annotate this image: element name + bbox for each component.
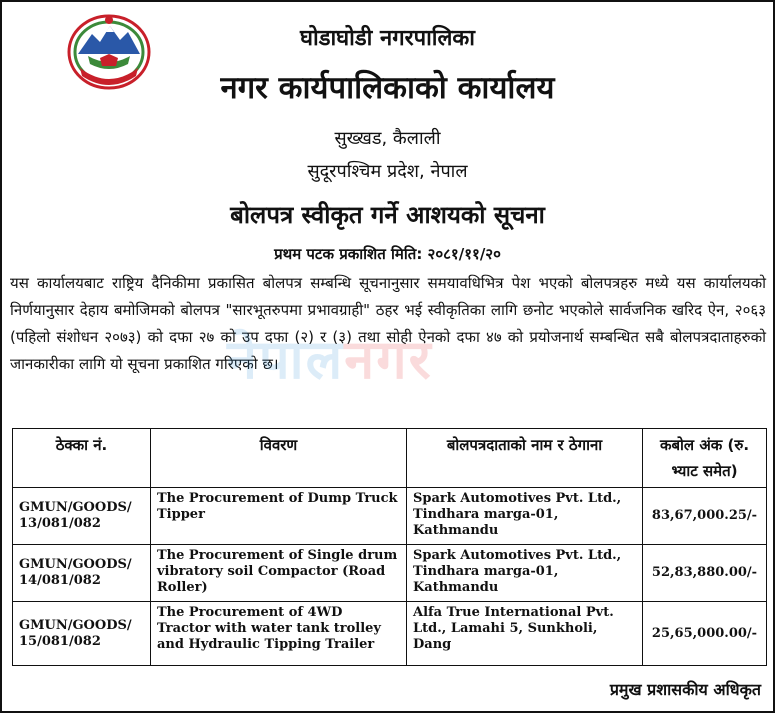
cell-bidder: Spark Automotives Pvt. Ltd., Tindhara marga-01, Kathmandu (407, 545, 643, 602)
cell-amount: 52,83,880.00/- (643, 545, 767, 602)
cell-contract-no: GMUN/GOODS/ 13/081/082 (13, 488, 151, 545)
header-contract-no: ठेक्का नं. (13, 429, 151, 488)
table-row (13, 488, 767, 545)
cell-amount: 83,67,000.25/- (643, 488, 767, 545)
notice-body: यस कार्यालयबाट राष्ट्रिय दैनिकीमा प्रकासित बोलपत्र सम्बन्धि सूचनानुसार समयावधिभित्र पेश भएको बोलपत्रहरु मध्ये यस कार्यालयको निर्णयानुसार देहाय बमोजिमको बोलपत्र "सारभूतरुपमा प्रभावग्राही" ठहर भई स्वीकृतिका लागि छनोट भएकोले सार्वजनिक खरिद ऐन, २०६३ (पहिलो संशोधन २०७३) को दफा २७ को उप दफा (२) र (३) तथा सोही ऐनको दफा ४७ को प्रयोजनार्थ सम्बन्धित सबै बोलपत्रदाताहरुको जानकारीका लागि यो सूचना प्रकाशित गरिएको छ। (10, 274, 766, 373)
cell-bidder: Alfa True International Pvt. Ltd., Lamahi 5, Sunkholi, Dang (407, 602, 643, 666)
cell-description: The Procurement of Single drum vibratory soil Compactor (Road Roller) (151, 545, 407, 602)
municipality-name: घोडाघोडी नगरपालिका (300, 26, 475, 51)
cell-contract-no: GMUN/GOODS/ 14/081/082 (13, 545, 151, 602)
table-row (13, 545, 767, 602)
watermark-part-1: नेपाल (227, 328, 345, 391)
cell-description: The Procurement of 4WD Tractor with water tank trolley and Hydraulic Tipping Trailer (151, 602, 407, 666)
cell-description: The Procurement of Dump Truck Tipper (151, 488, 407, 545)
address-line-2: सुदूरपश्चिम प्रदेश, नेपाल (307, 161, 468, 182)
office-name: नगर कार्यपालिकाको कार्यालय (220, 70, 555, 106)
table-row (13, 602, 767, 666)
signatory-title: प्रमुख प्रशासकीय अधिकृत (609, 680, 761, 699)
address-line-1: सुख्खड, कैलाली (334, 128, 441, 149)
published-date: प्रथम पटक प्रकाशित मिति: २०८१/११/२० (274, 245, 501, 263)
header-description: विवरण (151, 429, 407, 488)
bid-table (12, 428, 767, 666)
watermark-part-2: नगर (344, 328, 433, 391)
cell-contract-no: GMUN/GOODS/ 15/081/082 (13, 602, 151, 666)
cell-bidder: Spark Automotives Pvt. Ltd., Tindhara marga-01, Kathmandu (407, 488, 643, 545)
cell-amount: 25,65,000.00/- (643, 602, 767, 666)
header-amount: कबोल अंक (रु. भ्याट समेत) (643, 429, 767, 488)
table-header-row (13, 429, 767, 488)
notice-title: बोलपत्र स्वीकृत गर्ने आशयको सूचना (230, 201, 545, 229)
header-bidder: बोलपत्रदाताको नाम र ठेगाना (407, 429, 643, 488)
